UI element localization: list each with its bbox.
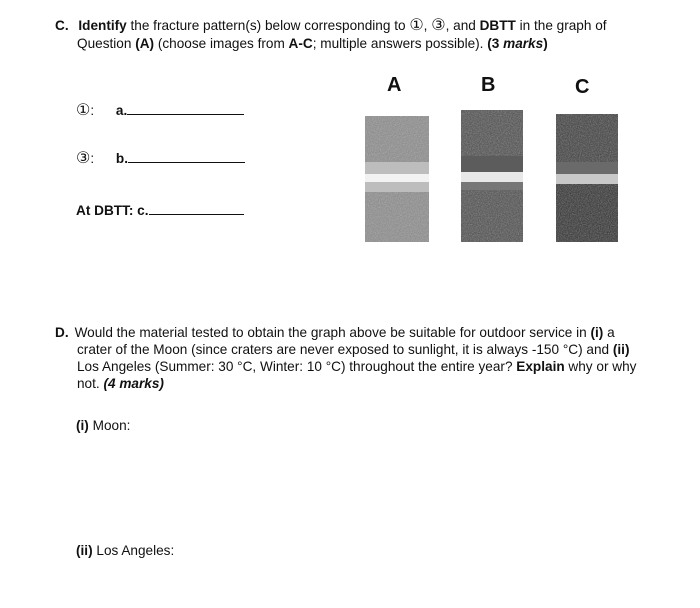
subpart-los-angeles bbox=[76, 543, 174, 558]
answer-line-c bbox=[76, 201, 244, 218]
prompt-text: a bbox=[603, 325, 615, 340]
prompt-text: the fracture pattern(s) below corresponding to bbox=[126, 18, 410, 33]
explain-word: Explain bbox=[516, 359, 565, 374]
specimen-label-b: B bbox=[481, 74, 496, 96]
part-ii-label: (ii) bbox=[76, 543, 93, 558]
specimen-a-image bbox=[365, 116, 429, 242]
circled-three-marker: ③ bbox=[431, 17, 446, 34]
circled-one-marker: ① bbox=[409, 17, 424, 34]
answer-line-b bbox=[76, 148, 245, 168]
image-range: A-C bbox=[288, 36, 313, 51]
marks-close: ) bbox=[543, 36, 548, 51]
specimen-label-c: C bbox=[575, 76, 590, 98]
dbtt-label: At DBTT: bbox=[76, 203, 134, 218]
subpart-moon bbox=[76, 418, 130, 433]
prompt-text: Would the material tested to obtain the graph above be suitable for outdoor service in bbox=[74, 325, 591, 340]
question-ref: (A) bbox=[135, 36, 155, 51]
answer-colon: : bbox=[90, 103, 95, 118]
marks-word: marks bbox=[503, 36, 544, 51]
answer-label: b. bbox=[115, 151, 128, 166]
prompt-text: Question bbox=[77, 36, 136, 51]
specimen-c-image bbox=[556, 114, 618, 242]
prompt-text: in the graph of bbox=[515, 18, 607, 33]
section-c-prompt bbox=[55, 17, 675, 52]
part-i-ref: (i) bbox=[590, 325, 604, 340]
prompt-text: Los Angeles (Summer: 30 °C, Winter: 10 °C) throughout the entire year? bbox=[77, 359, 517, 374]
section-letter-c: C. bbox=[55, 18, 69, 33]
answer-blank-c[interactable] bbox=[149, 201, 244, 215]
answer-blank-b[interactable] bbox=[128, 149, 245, 163]
answer-blank-a[interactable] bbox=[127, 101, 244, 115]
specimen-b-image bbox=[461, 110, 523, 242]
section-letter-d: D. bbox=[55, 325, 69, 340]
circled-three-marker: ③ bbox=[76, 150, 91, 167]
part-i-label: (i) bbox=[76, 418, 89, 433]
part-ii-ref: (ii) bbox=[612, 342, 630, 357]
identify-word: Identify bbox=[78, 18, 127, 33]
marks-count: (4 marks) bbox=[103, 376, 164, 391]
marks-count: (3 bbox=[487, 36, 504, 51]
specimen-label-a: A bbox=[387, 74, 402, 96]
answer-line-a bbox=[76, 100, 244, 120]
prompt-text: crater of the Moon (since craters are never exposed to sunlight, it is always -150 °C) and bbox=[77, 342, 613, 357]
moon-label: Moon: bbox=[88, 418, 131, 433]
circled-one-marker: ① bbox=[76, 102, 91, 119]
prompt-text: ; multiple answers possible). bbox=[312, 36, 488, 51]
prompt-text: why or why bbox=[564, 359, 637, 374]
los-angeles-label: Los Angeles: bbox=[92, 543, 175, 558]
section-d-prompt bbox=[55, 324, 685, 392]
dbtt-term: DBTT bbox=[479, 18, 516, 33]
prompt-text: , bbox=[423, 18, 432, 33]
prompt-text: (choose images from bbox=[154, 36, 289, 51]
answer-label: a. bbox=[115, 103, 128, 118]
answer-colon: : bbox=[90, 151, 95, 166]
answer-label: c. bbox=[137, 203, 149, 218]
prompt-text: , and bbox=[445, 18, 480, 33]
fracture-specimen-images bbox=[355, 100, 635, 250]
prompt-text: not. bbox=[77, 376, 104, 391]
